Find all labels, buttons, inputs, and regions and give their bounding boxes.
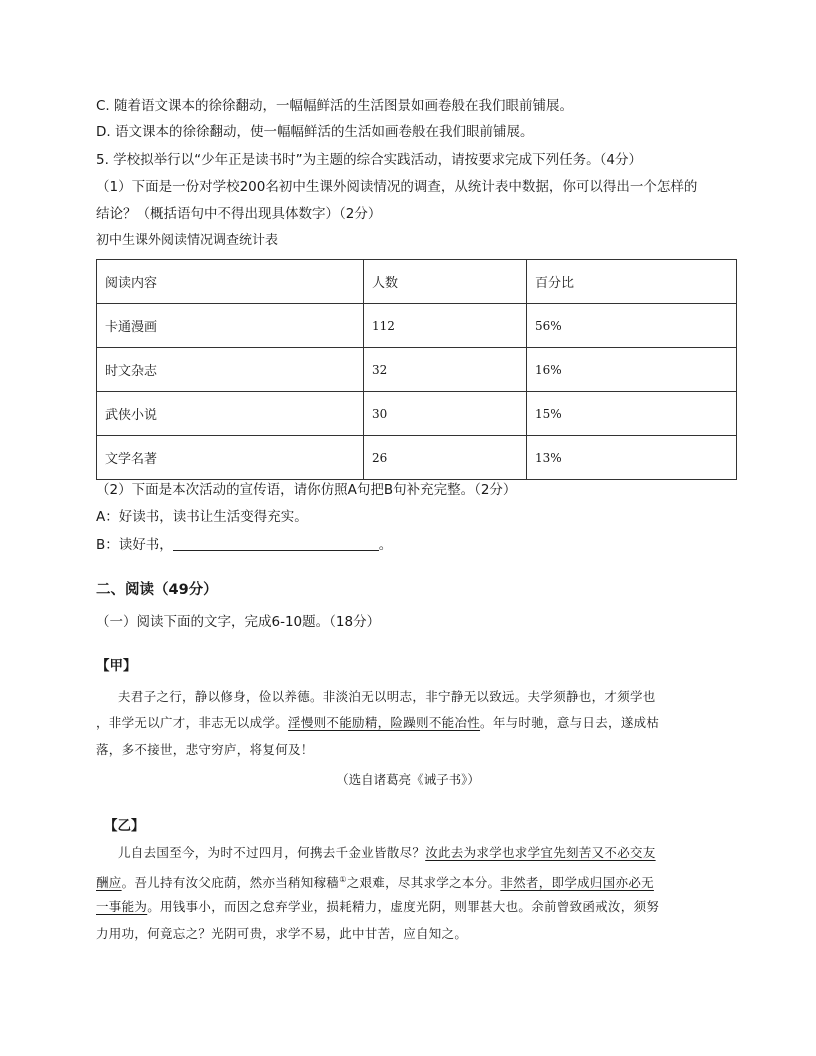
table-cell: 卡通漫画 <box>97 304 364 348</box>
passage-text: 之艰难，尽其求学之本分。 <box>346 875 501 891</box>
underlined-sentence: 酬应 <box>96 875 122 891</box>
table-cell: 16% <box>527 348 737 392</box>
table-title: 初中生课外阅读情况调查统计表 <box>96 233 279 248</box>
table-header-row <box>97 260 737 304</box>
passage-yi-line <box>96 892 659 922</box>
passage-jia-line <box>96 708 659 738</box>
passage-text: 。年与时驰，意与日去，遂成枯 <box>480 715 660 730</box>
option-d: D. 语文课本的徐徐翻动，使一幅幅鲜活的生活如画卷般在我们眼前铺展。 <box>96 124 534 140</box>
underlined-sentence: 一事能为 <box>96 899 148 914</box>
footnote-marker: ① <box>339 875 347 884</box>
underlined-sentence: 淫慢则不能励精，险躁则不能冶性 <box>288 715 481 730</box>
passage-yi-label: 【乙】 <box>104 818 145 834</box>
table-row <box>97 392 737 436</box>
table-cell: 32 <box>364 348 527 392</box>
question-5-part1-line1: （1）下面是一份对学校200名初中生课外阅读情况的调查，从统计表中数据，你可以得出一个怎样的 <box>96 179 698 195</box>
sentence-b-suffix: 。 <box>378 537 393 553</box>
passage-yi-line: 力用功，何竟忘之？光阴可贵，求学不易，此中甘苦，应自知之。 <box>96 926 468 941</box>
table-header-cell: 阅读内容 <box>97 260 364 304</box>
table-cell: 30 <box>364 392 527 436</box>
table-row <box>97 304 737 348</box>
table-header-cell: 百分比 <box>527 260 737 304</box>
table-cell: 时文杂志 <box>97 348 364 392</box>
table-cell: 112 <box>364 304 527 348</box>
question-5-stem: 5. 学校拟举行以“少年正是读书时”为主题的综合实践活动，请按要求完成下列任务。（4分） <box>96 152 642 168</box>
passage-text: ，非学无以广才，非志无以成学。 <box>96 715 289 730</box>
underlined-sentence: 非然者，即学成归国亦必无 <box>500 875 654 891</box>
passage-text: 儿自去国至今，为时不过四月，何携去千金业皆散尽？ <box>118 845 426 860</box>
table-cell: 13% <box>527 436 737 480</box>
sentence-b-prefix: B：读好书， <box>96 537 173 553</box>
passage-text: 。用钱事小，而因之怠弃学业，损耗精力，虚度光阴，则罪甚大也。余前曾致函戒汝，须努 <box>147 899 660 914</box>
option-c: C. 随着语文课本的徐徐翻动，一幅幅鲜活的生活图景如画卷般在我们眼前铺展。 <box>96 98 574 114</box>
sentence-b <box>96 535 392 555</box>
sentence-a: A：好读书，读书让生活变得充实。 <box>96 509 308 525</box>
table-cell: 武侠小说 <box>97 392 364 436</box>
table-header-cell: 人数 <box>364 260 527 304</box>
table-cell: 26 <box>364 436 527 480</box>
passage-yi-line <box>118 838 656 868</box>
table-row <box>97 348 737 392</box>
underlined-sentence: 汝此去为求学也求学宜先刻苦又不必交友 <box>425 845 656 860</box>
table-cell: 56% <box>527 304 737 348</box>
passage-jia-source: （选自诸葛亮《诫子书》） <box>336 772 480 787</box>
question-5-part1-line2: 结论？（概括语句中不得出现具体数字）（2分） <box>96 206 382 222</box>
question-5-part2: （2）下面是本次活动的宣传语，请你仿照A句把B句补充完整。（2分） <box>96 482 517 498</box>
answer-blank[interactable] <box>173 536 379 551</box>
section-heading: 二、阅读（49分） <box>96 582 218 598</box>
passage-text: 。吾儿持有汝父庇荫，然亦当稍知稼穑 <box>121 875 340 891</box>
passage-jia-line: 夫君子之行，静以修身，俭以养德。非淡泊无以明志，非宁静无以致远。夫学须静也，才须学也 <box>118 689 656 704</box>
section-subheading: （一）阅读下面的文字，完成6-10题。（18分） <box>96 614 381 630</box>
passage-jia-label: 【甲】 <box>96 658 137 674</box>
table-row <box>97 436 737 480</box>
table-cell: 15% <box>527 392 737 436</box>
passage-jia-line: 落，多不接世，悲守穷庐，将复何及！ <box>96 742 314 757</box>
reading-survey-table <box>96 259 737 480</box>
table-cell: 文学名著 <box>97 436 364 480</box>
